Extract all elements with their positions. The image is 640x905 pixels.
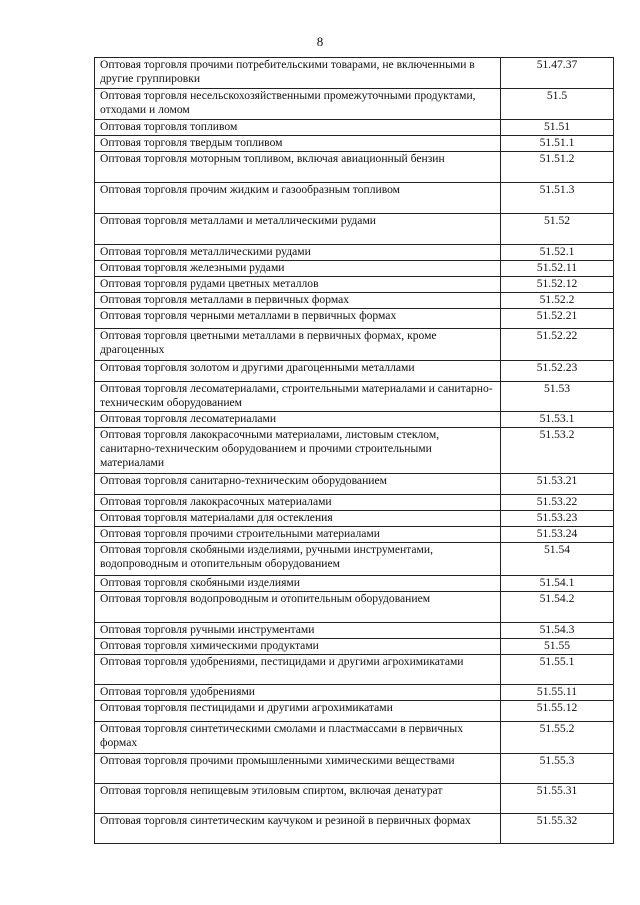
activity-code: 51.55.32 [501,814,614,844]
activity-code: 51.55.2 [501,722,614,754]
table-row [95,120,614,136]
activity-code: 51.47.37 [501,58,614,89]
activity-name: Оптовая торговля прочими потребительскими товарами, не включенными в другие группировки [95,58,501,89]
table-row [95,722,614,754]
activity-code: 51.55.1 [501,655,614,685]
table-row [95,382,614,412]
activity-code: 51.51 [501,120,614,136]
activity-code: 51.52.21 [501,309,614,329]
classification-table [94,57,614,844]
activity-code: 51.54.2 [501,592,614,623]
activity-code: 51.54.3 [501,623,614,639]
activity-name: Оптовая торговля синтетическими смолами и пластмассами в первичных формах [95,722,501,754]
activity-code: 51.53 [501,382,614,412]
table-row [95,527,614,543]
activity-name: Оптовая торговля твердым топливом [95,136,501,152]
activity-code: 51.53.24 [501,527,614,543]
activity-code: 51.52.11 [501,261,614,277]
table-row [95,309,614,329]
activity-name: Оптовая торговля непищевым этиловым спиртом, включая денатурат [95,784,501,814]
activity-code: 51.51.1 [501,136,614,152]
table-row [95,754,614,784]
activity-name: Оптовая торговля лакокрасочных материалами [95,495,501,511]
activity-name: Оптовая торговля прочими строительными материалами [95,527,501,543]
table-row [95,784,614,814]
activity-code: 51.52.12 [501,277,614,293]
table-row [95,261,614,277]
table-row [95,592,614,623]
activity-name: Оптовая торговля удобрениями, пестицидами и другими агрохимикатами [95,655,501,685]
activity-code: 51.55.3 [501,754,614,784]
activity-code: 51.53.23 [501,511,614,527]
activity-name: Оптовая торговля прочим жидким и газообразным топливом [95,183,501,214]
table-row [95,511,614,527]
table-row [95,474,614,495]
activity-name: Оптовая торговля золотом и другими драгоценными металлами [95,361,501,382]
activity-name: Оптовая торговля топливом [95,120,501,136]
table-row [95,293,614,309]
activity-code: 51.55 [501,639,614,655]
activity-name: Оптовая торговля скобяными изделиями [95,576,501,592]
activity-code: 51.51.3 [501,183,614,214]
activity-name: Оптовая торговля лакокрасочными материалами, листовым стеклом, санитарно-техническим оборудованием и прочими строительными материалами [95,428,501,474]
table-row [95,623,614,639]
activity-name: Оптовая торговля пестицидами и другими агрохимикатами [95,701,501,722]
table-row [95,183,614,214]
activity-code: 51.52 [501,214,614,245]
activity-code: 51.52.22 [501,329,614,361]
activity-name: Оптовая торговля ручными инструментами [95,623,501,639]
activity-code: 51.53.21 [501,474,614,495]
activity-code: 51.55.12 [501,701,614,722]
table-row [95,58,614,89]
activity-name: Оптовая торговля лесоматериалами, строительными материалами и санитарно-техническим оборудованием [95,382,501,412]
activity-code: 51.52.23 [501,361,614,382]
table-row [95,639,614,655]
activity-name: Оптовая торговля металлами и металлическими рудами [95,214,501,245]
activity-code: 51.52.2 [501,293,614,309]
table-row [95,245,614,261]
activity-name: Оптовая торговля рудами цветных металлов [95,277,501,293]
activity-name: Оптовая торговля химическими продуктами [95,639,501,655]
table-row [95,495,614,511]
table-row [95,277,614,293]
activity-name: Оптовая торговля моторным топливом, включая авиационный бензин [95,152,501,183]
activity-name: Оптовая торговля водопроводным и отопительным оборудованием [95,592,501,623]
activity-name: Оптовая торговля прочими промышленными химическими веществами [95,754,501,784]
activity-code: 51.52.1 [501,245,614,261]
activity-code: 51.51.2 [501,152,614,183]
activity-code: 51.53.22 [501,495,614,511]
activity-name: Оптовая торговля металлическими рудами [95,245,501,261]
activity-name: Оптовая торговля скобяными изделиями, ручными инструментами, водопроводным и отопительным оборудованием [95,543,501,576]
activity-code: 51.54 [501,543,614,576]
page-number: 8 [316,34,324,49]
table-row [95,412,614,428]
activity-name: Оптовая торговля металлами в первичных формах [95,293,501,309]
table-row [95,152,614,183]
activity-name: Оптовая торговля синтетическим каучуком и резиной в первичных формах [95,814,501,844]
table-row [95,214,614,245]
table-row [95,136,614,152]
table-row [95,329,614,361]
activity-code: 51.5 [501,89,614,120]
activity-code: 51.55.11 [501,685,614,701]
activity-name: Оптовая торговля лесоматериалами [95,412,501,428]
table-row [95,576,614,592]
table-row [95,361,614,382]
activity-code: 51.55.31 [501,784,614,814]
activity-name: Оптовая торговля черными металлами в первичных формах [95,309,501,329]
table-row [95,814,614,844]
table-row [95,655,614,685]
activity-name: Оптовая торговля цветными металлами в первичных формах, кроме драгоценных [95,329,501,361]
activity-code: 51.54.1 [501,576,614,592]
activity-name: Оптовая торговля железными рудами [95,261,501,277]
activity-name: Оптовая торговля несельскохозяйственными промежуточными продуктами, отходами и ломом [95,89,501,120]
table-row [95,543,614,576]
activity-name: Оптовая торговля материалами для остекления [95,511,501,527]
table-row [95,685,614,701]
activity-code: 51.53.1 [501,412,614,428]
activity-code: 51.53.2 [501,428,614,474]
table-row [95,428,614,474]
activity-name: Оптовая торговля удобрениями [95,685,501,701]
activity-name: Оптовая торговля санитарно-техническим оборудованием [95,474,501,495]
table-row [95,89,614,120]
table-row [95,701,614,722]
